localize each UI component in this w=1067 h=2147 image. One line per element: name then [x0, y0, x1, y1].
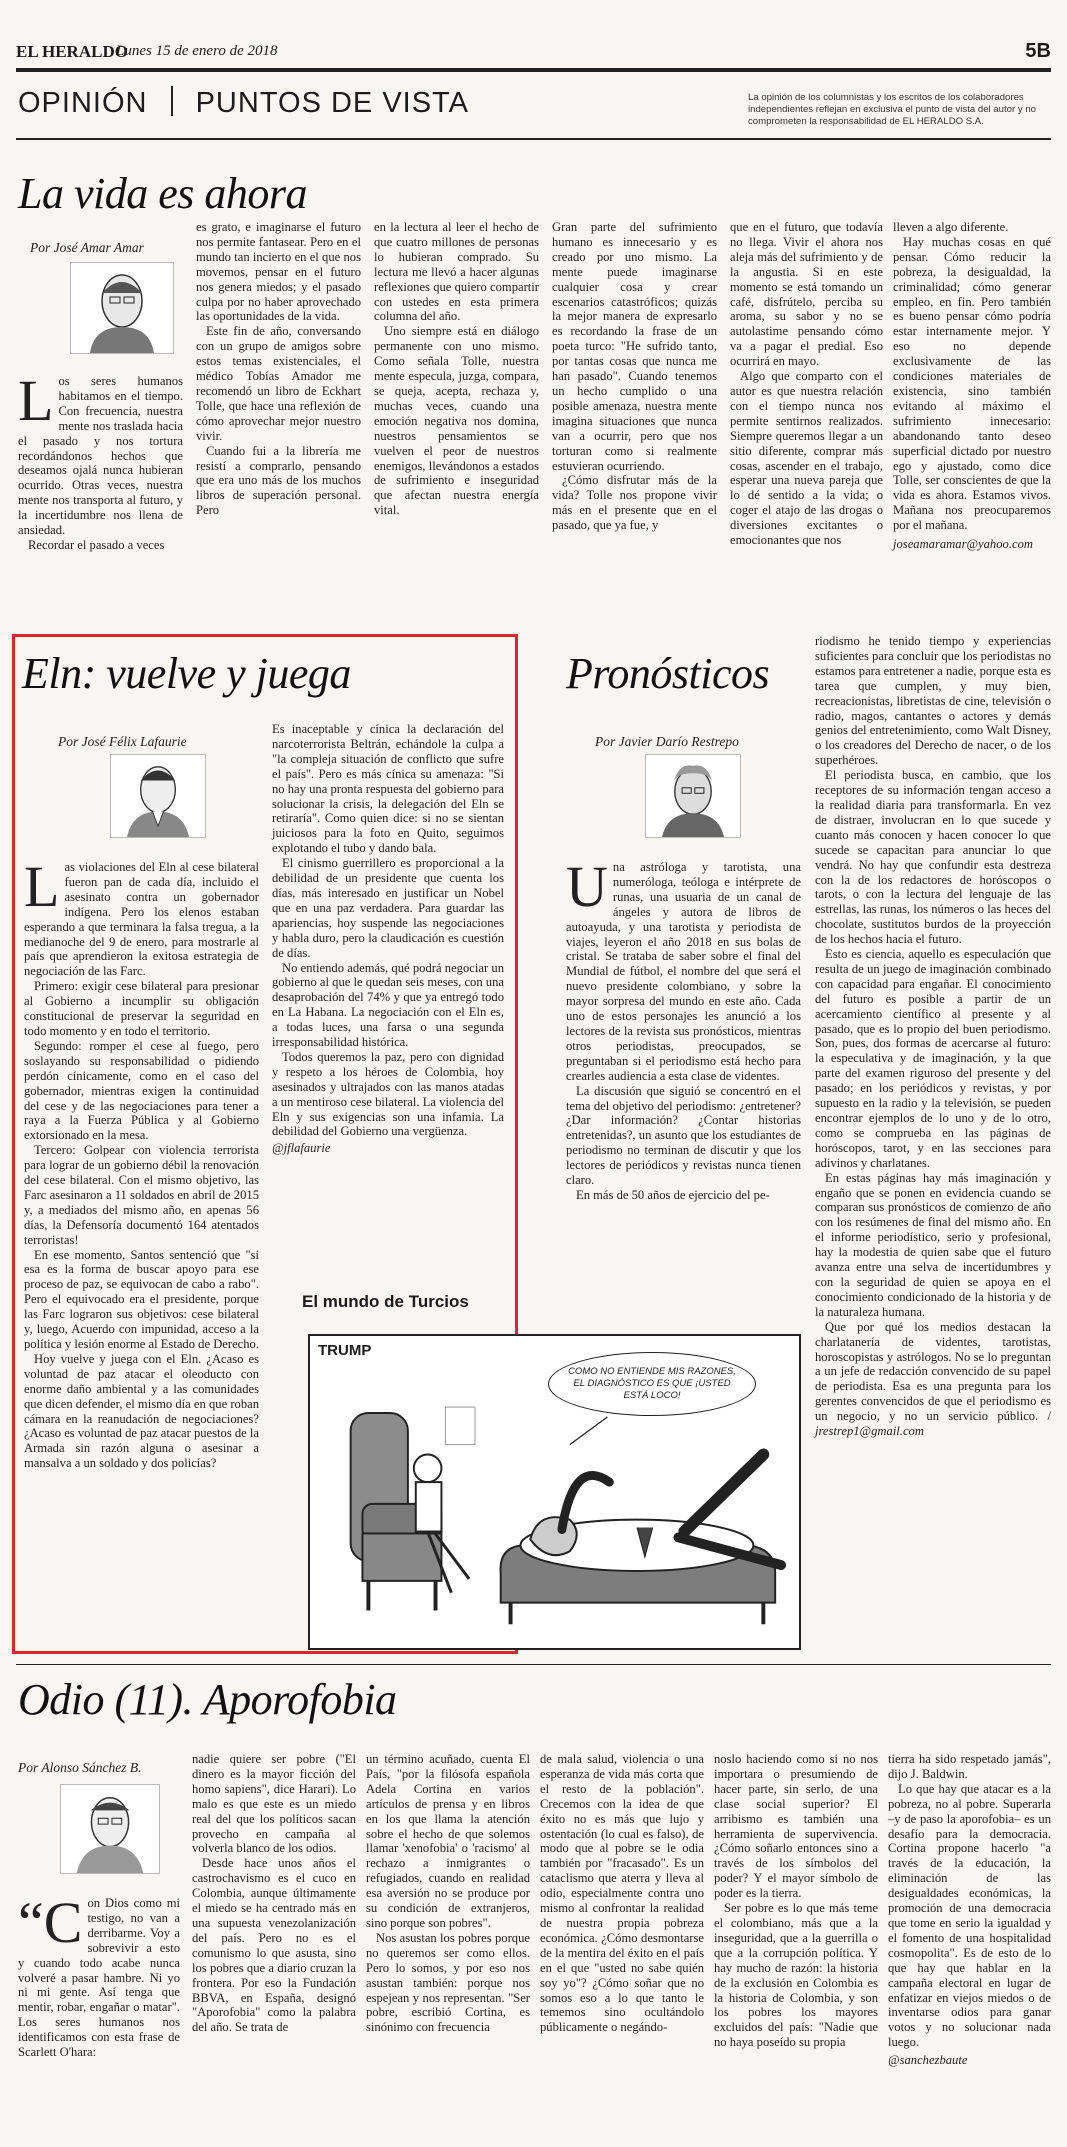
article-byline: Por Javier Darío Restrepo [595, 734, 739, 749]
author-portrait [645, 754, 741, 838]
paragraph: En ese momento, Santos sentenció que "si esa es la forma de buscar apoyo para ese proceso de paz, se equivocan de cabo a rabo". Pero el equivocado era el presidente, porque las Farc lograron sus objetivos: cese bilateral y, luego, Acuerdo con impunidad, acceso a la política y lesión enorme al Estado de Derecho. [24, 1247, 260, 1351]
section-header [18, 86, 738, 126]
paragraph: Nos asustan los pobres porque no queremos ser como ellos. Pero lo somos, y por eso nos asustan también: porque nos espejean y nos representan. "Ser pobre, escribió Cortina, es sinónimo con frecuencia [366, 1930, 530, 2035]
article-column [730, 220, 883, 548]
paragraph: Esto es ciencia, aquello es especulación que resulta de un juego de imaginación combinado con capacidad para engañar. El conocimiento del futuro es posible a partir de un acercamiento científico al presente y al pasado, que es lo propio del buen periodismo. Son, pues, dos formas de acercarse al futuro: la especulativa y de imaginación, y la que parte del examen riguroso del presente y del pasado; en los periódicos y revistas, y por supuesto en la radio y la televisión, se pueden encontrar ejemplos de lo uno y de lo otro, como se comprueba en las páginas de horóscopos, tarot, y en las secciones para adivinos y charlatanes. [815, 947, 1051, 1170]
paragraph-text: Que por qué los medios destacan la charlatanería de videntes, tarotistas, horoscopistas y astrólogos. No se lo preguntan a un jefe de redacción convencido de su papel de periodista. Esa es una pregunta para los gerentes convencidos de que el periodismo es un negocio, y no un servicio público. [815, 1319, 1051, 1424]
paragraph: Todos queremos la paz, pero con dignidad y respeto a los héroes de Colombia, hoy asesinados y ultrajados con las manos atadas a un mentiroso cese bilateral. La violencia del Eln y sus exigencias son una infamia. La debilidad del Gobierno una vergüenza. [272, 1049, 504, 1139]
paragraph: un término acuñado, cuenta El País, "por la filósofa española Adela Cortina en varios artículos de prensa y en libros en los que llama la atención sobre el hecho de que solemos llamar 'xenofobia' o 'racismo' al rechazo a inmigrantes o refugiados, cuando en realidad esa aversión no se produce por su condición de extranjeros, sino porque son pobres". [366, 1752, 530, 1930]
section-rule [16, 138, 1051, 140]
article-title: La vida es ahora [18, 169, 307, 218]
article-column [888, 1752, 1051, 2068]
paragraph: Es inaceptable y cínica la declaración del narcoterrorista Beltrán, echándole la culpa a "la compleja situación de conflicto que sufre el país". Pero es más cínica su amenaza: "Si no hay una pronta respuesta del gobierno para solucionar la crisis, la delegación del Eln se retiraría". Como quien dice: si no se sientan juiciosos para la foto en Quito, seguimos explotando el tubo y dando bala. [272, 722, 504, 856]
paragraph: as violaciones del Eln al cese bilateral fueron pan de cada día, incluido el asesinato contra un gobernador indígena. Pero los elenos estaban esperando a que terminara la falsa tregua, a la medianoche del 9 de enero, para mostrarle al país que aprendieron la exitosa estrategia de negociación de las Farc. [24, 860, 259, 979]
paragraph: os seres humanos habitamos en el tiempo. Con frecuencia, nuestra mente nos traslada hacia el pasado y nos tortura recordándonos hechos que deseamos ojalá nunca hubieran ocurrido. Otras veces, nuestra mente nos transporta al futuro, y la incertidumbre nos llena de ansiedad. [18, 374, 183, 538]
paragraph: Uno siempre está en diálogo permanente con uno mismo. Como señala Tolle, nuestra mente especula, juzga, compara, se queja, acepta, rechaza y, muchas veces, cuando una emoción negativa nos domina, nuestros pensamientos se vuelven el peor de nuestros enemigos, llevándonos a estados de sufrimiento e inseguridad que afectan nuestra energía vital. [374, 324, 539, 518]
paragraph: Algo que comparto con el autor es que nuestra relación con el tiempo nunca nos permite sentirnos realizados. Siempre queremos llegar a un sitio diferente, comprar más cosas, ascender en el trabajo, esperar una nueva pareja que lo dé sentido a la vida; o coger el atajo de las drogas o diversiones excitantes o emocionantes que nos [730, 369, 883, 548]
paragraph: noslo haciendo como si no nos importara o presumiendo de hacer parte, sin serlo, de una clase social superior? El arribismo es también una herramienta de supervivencia. ¿Cómo soñarlo entonces sino a través de los símbolos del poder? Y el mayor símbolo de poder es la tierra. [714, 1752, 878, 1901]
article-title: Eln: vuelve y juega [22, 649, 351, 698]
paragraph: Tercero: Golpear con violencia terrorista para lograr de un gobierno débil la renovación del cese bilateral. Con el mismo objetivo, las Farc asesinaron a 11 soldados en abril de 2015 y, a mediados del mismo año, en apenas 56 días, la Defensoría documentó 164 atentados terroristas! [24, 1143, 259, 1247]
paragraph: Hoy vuelve y juega con el Eln. ¿Acaso es voluntad de paz atacar el oleoducto con enorme daño ambiental y a las comunidades que dicen defender, el mismo día en que roban cámara en la reanudación de negociaciones? ¿Acaso es voluntad de paz atacar puestos de la Armada sin razón alguna o asesinar a mansalva a un soldado y dos policías? [24, 1351, 259, 1471]
article-column [552, 220, 717, 533]
masthead-rule [16, 68, 1051, 72]
paragraph: No entiendo además, qué podrá negociar un gobierno al que le quedan seis meses, con una desaprobación del 74% y que ya entregó todo en La Habana. La negociación con el Eln es, a todas luces, una farsa o una segunda irresponsabilidad histórica. [272, 960, 504, 1050]
portrait-sketch-icon [71, 263, 173, 353]
trump-figure-icon [520, 1454, 781, 1571]
paragraph: En estas páginas hay más imaginación y engaño que se ponen en evidencia cuando se comparan sus pronósticos de comienzo de año con los resúmenes de final del mismo año. En el informe periodístico, serio y profesional, hay la modestia de quien sabe que el futuro avanza entre una selva de incertidumbres y con la seguridad de quien se apoya en el conocimiento condicionado de la historia y de la naturaleza humana. [815, 1170, 1051, 1319]
subsection-title: PUNTOS DE VISTA [195, 87, 469, 119]
paragraph: En más de 50 años de ejercicio del pe- [576, 1187, 770, 1202]
article-column [272, 722, 504, 1156]
paragraph: Lo que hay que atacar es a la pobreza, no al pobre. Superarla –y de paso la aporofobia– es un desafío para la democracia. Cortina propone hacerlo "a través de la educación, la eliminación de las desigualdades económicas, la promoción de una democracia que tome en serio la igualdad y el fomento de una hospitalidad cosmopolita". Es de esto de lo que hay que hablar en la campaña electoral en lugar de enfatizar en viejos miedos o de inventarse odios para ganar votos y no solucionar nada luego. [888, 1781, 1051, 2050]
portrait-sketch-icon [646, 755, 740, 837]
paragraph: El periodista busca, en cambio, que los receptores de su información tengan acceso a la realidad diaria para transformarla. En vez de distraer, involucran en lo que sucede y cuanto más conocen y hacen conocer lo que sucede se capacitan para anunciar lo que vendrá. No hay que confundir esta destreza con la de los redactores de horóscopos o tarots, o con la lectura del lenguaje de las estrellas, las runas, los números o las heces del chocolate, sustitutos burdos de la proyección de los hechos hacia el futuro. [815, 768, 1051, 947]
paragraph: Desde hace unos años el castrochavismo es el cuco en Colombia, aunque últimamente el miedo se ha centrado más en una supuesta venezolanización del país. Pero no es el comunismo lo que asusta, sino los pobres que a diario cruzan la frontera. Por eso la Fundación BBVA, en España, designó "Aporofobia" como la palabra del año. Se trata de [192, 1856, 356, 2035]
article-byline: Por Alonso Sánchez B. [18, 1760, 142, 1775]
page-number: 5B [1025, 40, 1051, 62]
paragraph: Segundo: romper el cese al fuego, pero soslayando su responsabilidad o pidiendo perdón cínicamente, como en el caso del gobernador, mientras exigen la continuidad del cese y de las negociaciones para tener a raya a la Fuerza Pública y al Gobierno extorsionado en la mesa. [24, 1038, 259, 1143]
author-portrait [70, 262, 174, 354]
article-divider [16, 1664, 1051, 1665]
article-column [566, 854, 801, 1203]
portrait-sketch-icon [111, 755, 205, 837]
paragraph: Cuando fui a la librería me resistí a comprarlo, pensando que era uno más de los muchos libros de superación personal. Pero [196, 443, 361, 518]
article-column [893, 220, 1051, 552]
cartoon-drawing [310, 1336, 799, 1648]
paragraph: lleven a algo diferente. [893, 220, 1009, 234]
paragraph: Gran parte del sufrimiento humano es innecesario y es creado por uno mismo. La mente puede imaginarse cualquier cosa y crear escenarios catastróficos; quizás la mejor manera de expresarlo es recordando la frase de un poeta turco: "He sufrido tanto, por tantas cosas que nunca me han pasado". Cuando tenemos un hecho cumplido o una posible amenaza, nuestra mente imagina situaciones que nunca van a ocurrir, pero que nos torturan como si realmente estuvieran ocurriendo. [552, 220, 717, 473]
article-column [196, 220, 361, 518]
paragraph: La discusión que siguió se concentró en el tema del objetivo del periodismo: ¿entretener? ¿Dar información? ¿Contar historias entretenidas?, un asunto que los estudiantes de periodismo no terminan de discutir y que los lectores de periódicos y revistas nunca tienen claro. [566, 1083, 801, 1188]
article-column [815, 634, 1051, 1439]
paragraph: que en el futuro, que todavía no llega. Vivir el ahora nos aleja más del sufrimiento y de la angustia. Si en este momento se está tomando un café, disfrútelo, perciba su aroma, su sabor y no se autolastime pensando cómo va a pagar el predial. Eso ocurrirá en mayo. [730, 220, 883, 369]
paragraph: Hay muchas cosas en qué pensar. Cómo reducir la pobreza, la desigualdad, la criminalidad; cómo generar empleo, en fin. Pero también es bueno pensar cómo podría estar internamente mejor. Y eso no depende exclusivamente de las condiciones materiales de existencia, sino también evitando al máximo el sufrimiento innecesario: abandonando tanto deseo superficial dictado por nuestro ego y ajustado, como dice Tolle, ser conscientes de que la vida es ahora. Estamos vivos. Mañana nos preocuparemos por el mañana. [893, 234, 1051, 533]
issue-date: Lunes 15 de enero de 2018 [116, 43, 278, 59]
article-byline: Por José Amar Amar [30, 240, 144, 255]
paragraph: Este fin de año, conversando con un grupo de amigos sobre estos temas existenciales, el médico Tobías Amador me recomendó un libro de Eckhart Tolle, que hace una reflexión de cómo aprovechar mejor nuestro vivir. [196, 324, 361, 443]
paragraph: El cinismo guerrillero es proporcional a la debilidad de un presidente que cuenta los días, más interesado en justificar un Nobel que en una paz verdadera. Para guardar las apariencias, hoy suspende las negociaciones y habla duro, pero la claudicación es cuestión de días. [272, 856, 504, 960]
author-email: jrestrep1@gmail.com [815, 1424, 924, 1439]
author-portrait [110, 754, 206, 838]
speech-text: COMO NO ENTIENDE MIS RAZONES, EL DIAGNÓSTICO ES QUE ¡USTED ESTÁ LOCO! [568, 1366, 736, 1401]
author-email: joseamaramar@yahoo.com [893, 537, 1033, 552]
cartoon-panel [308, 1334, 801, 1650]
article-column [366, 1752, 530, 2035]
paragraph: en la lectura al leer el hecho de que cuatro millones de personas lo hubieran comprado. Su lectura me llevó a hacer algunas reflexiones que quiero compartir con ustedes en esta primera columna del año. [374, 220, 539, 324]
cartoon-header: El mundo de Turcios [302, 1292, 469, 1311]
article-column [192, 1752, 356, 2035]
drop-cap: “C [18, 1890, 83, 1955]
paragraph: es grato, e imaginarse el futuro nos permite fantasear. Pero en el mundo tan incierto en el que nos movemos, pensar en el futuro nos genera miedos; y el pasado culpa por no haber aprovechado las oportunidades de la vida. [196, 220, 361, 324]
article-byline: Por José Félix Lafaurie [58, 734, 187, 749]
paragraph: na astróloga y tarotista, una numeróloga, teóloga e intérprete de runas, una usuaria de un canal de ángeles y autora de libros de autoayuda, y una tarotista y periodista de viajes, leyeron el año 2018 en sus bolas de cristal. Se trataba de saber sobre el final del Mundial de fútbol, el nombre del que será el nuevo presidente colombiano, y sobre la mayor sorpresa del mundo en este año. Cada uno de estos personajes les anunció a los lectores de la revista sus pronósticos, mientras otros periodistas, preocupados, se preguntaban si el periodismo está hecho para crearles audiencia a esta clase de videntes. [566, 860, 801, 1083]
paragraph: Que por qué los medios destacan la charlatanería de videntes, tarotistas, horoscopistas y astrólogos. No se lo preguntan a un jefe de redacción convencido de su papel de periodista. Esa es una pregunta para los gerentes convencidos de que el periodismo es un negocio, y no un servicio público. / jrestrep1@gmail.com [815, 1319, 1051, 1439]
paragraph: nadie quiere ser pobre ("El dinero es la mayor ficción del homo sapiens", dice Harari). Lo malo es que este es un miedo real del que los políticos sacan provecho en campaña al volverla blanco de los odios. [192, 1752, 356, 1856]
author-handle: @jflafaurie [272, 1141, 331, 1156]
paragraph: Ser pobre es lo que más teme el colombiano, más que a la inseguridad, que a la guerrilla o que a la corrupción política. Y hay mucho de razón: la historia de la exclusión en Colombia es la historia de Colombia, y son los pobres los mayores excluidos del país: "Nadie que no haya poseído su propia [714, 1901, 878, 2050]
article-column [18, 368, 183, 553]
paragraph: Recordar el pasado a veces [28, 537, 165, 552]
paragraph: de mala salud, violencia o una esperanza de vida más corta que el resto de la población". Crecemos con la idea de que éxito no es más que lujo y ostentación (lo cual es falso), de modo que al pobre se le odia también por "fracasado". Es un cataclismo que aterra y lleva al odio, especialmente contra uno mismo al confrontar la realidad de nuestra propia pobreza económica. ¿Cómo desmontarse de la mentira del éxito en el país en el que "usted no sabe quién soy yo"? ¿Cómo soñar que no somos eso a lo que tanto le tememos sino ocultándolo públicamente o negándo- [540, 1752, 704, 2035]
paragraph: ¿Cómo disfrutar más de la vida? Tolle nos propone vivir más en el presente que en el pasado, que ya fue, y [552, 473, 717, 533]
article-title: Pronósticos [566, 649, 770, 698]
article-column [714, 1752, 878, 2050]
author-portrait [60, 1784, 160, 1874]
author-handle: @sanchezbaute [888, 2053, 968, 2068]
cartoon-label: TRUMP [318, 1342, 372, 1359]
masthead [16, 38, 1051, 68]
paragraph: Primero: exigir cese bilateral para presionar al Gobierno a incumplir su obligación constitucional de preservar la seguridad en todo momento y en todo el territorio. [24, 979, 259, 1038]
article-title: Odio (11). Aporofobia [18, 1675, 397, 1724]
article-column [18, 1890, 180, 2060]
article-column [374, 220, 539, 518]
paper-name: EL HERALDO [16, 42, 128, 61]
portrait-sketch-icon [61, 1785, 159, 1873]
drop-cap: L [18, 368, 54, 433]
drop-cap: U [566, 854, 608, 919]
paragraph: on Dios como mi testigo, no van a derribarme. Voy a sobrevivir a esto y cuando todo acabe nunca volveré a pasar hambre. Ni yo ni mi gente. Así tenga que mentir, robar, engañar o matar". Los seres humanos nos identificamos con esta frase de Scarlett O'hara: [18, 1896, 180, 2060]
article-column [540, 1752, 704, 2035]
article-column [24, 854, 260, 1471]
disclaimer: La opinión de los columnistas y los escritos de los colaboradores independientes reflejan en exclusiva el punto de vista del autor y no comprometen la responsabilidad de EL HERALDO S.A. [748, 92, 1037, 127]
paragraph: tierra ha sido respetado jamás", dijo J. Baldwin. [888, 1752, 1051, 1781]
paragraph: riodismo he tenido tiempo y experiencias suficientes para concluir que los periodistas no estamos para entretener a nadie, porque esta es tarea que cumplen, y muy bien, recreacionistas, libretistas de cine, televisión o radio, magos, cantantes o actores y demás genios del entretenimiento, como Walt Disney, o los creadores del Derecho de nacer, o de los superhéroes. [815, 634, 1051, 768]
drop-cap: L [24, 854, 60, 919]
section-title: OPINIÓN [18, 87, 148, 119]
section-divider [171, 86, 173, 116]
